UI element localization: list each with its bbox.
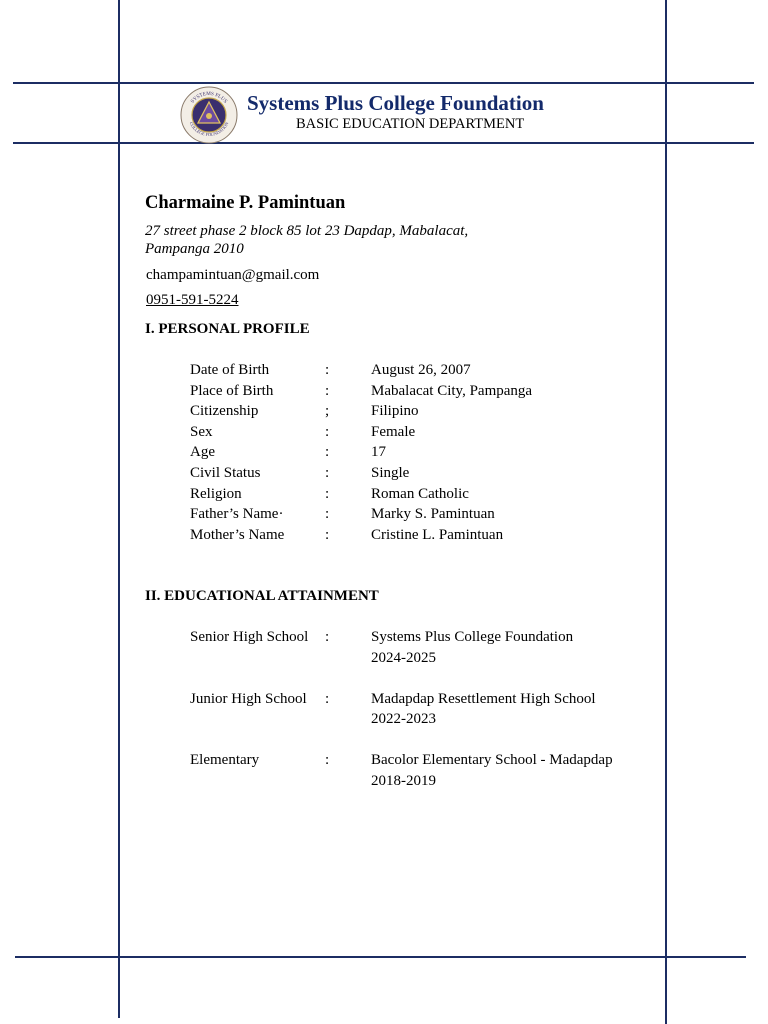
profile-value: Single (371, 464, 410, 481)
personal-profile-table (190, 360, 650, 545)
profile-row (190, 360, 650, 381)
profile-row (190, 401, 650, 422)
profile-value: 17 (371, 444, 386, 461)
profile-separator: ; (325, 403, 330, 420)
education-separator: : (325, 690, 330, 707)
education-years: 2022-2023 (371, 711, 436, 728)
profile-separator: : (325, 423, 330, 440)
profile-value: Cristine L. Pamintuan (371, 526, 504, 543)
right-border-line (665, 0, 667, 1024)
education-row (190, 627, 650, 689)
profile-value: Filipino (371, 403, 419, 420)
profile-row (190, 525, 650, 546)
profile-separator: : (325, 526, 330, 543)
education-school: Systems Plus College Foundation (371, 629, 574, 645)
profile-separator: : (325, 444, 330, 461)
department-name: BASIC EDUCATION DEPARTMENT (296, 116, 525, 132)
education-details (371, 750, 613, 791)
education-school: Madapdap Resettlement High School (371, 690, 596, 707)
profile-row (190, 484, 650, 505)
left-border-line (118, 0, 120, 1018)
profile-separator: : (325, 382, 330, 399)
profile-label: Date of Birth (190, 362, 270, 378)
profile-separator: : (325, 362, 330, 378)
education-separator: : (325, 752, 330, 768)
education-years: 2018-2019 (371, 772, 436, 789)
footer-line (15, 956, 746, 958)
education-level: Elementary (190, 752, 260, 768)
profile-label: Place of Birth (190, 382, 274, 399)
profile-label: Mother’s Name (190, 526, 285, 543)
profile-value: Mabalacat City, Pampanga (371, 382, 533, 399)
address: 27 street phase 2 block 85 lot 23 Dapdap, Mabalacat, Pampanga 2010 (145, 223, 469, 257)
profile-label: Religion (190, 485, 242, 502)
profile-value: Marky S. Pamintuan (371, 506, 495, 523)
profile-value: Roman Catholic (371, 485, 469, 502)
profile-label: Civil Status (190, 464, 261, 481)
education-details (371, 627, 573, 668)
letterhead (120, 85, 666, 143)
education-years: 2024-2025 (371, 649, 436, 666)
resume-body (145, 190, 645, 309)
applicant-name: Charmaine P. Pamintuan (145, 193, 346, 213)
header-top-line (13, 82, 754, 84)
profile-row (190, 422, 650, 443)
profile-value: August 26, 2007 (371, 362, 471, 378)
education-row (190, 689, 650, 751)
education-level: Junior High School (190, 690, 307, 707)
education-separator: : (325, 629, 330, 645)
education-row (190, 750, 650, 812)
profile-row (190, 463, 650, 484)
college-seal-logo (180, 86, 238, 144)
profile-value: Female (371, 423, 416, 440)
profile-label: Father’s Name· (190, 506, 284, 523)
profile-separator: : (325, 485, 330, 502)
profile-label: Citizenship (190, 403, 259, 420)
profile-label: Age (190, 444, 215, 461)
phone-number: 0951-591-5224 (146, 292, 239, 308)
education-title: II. EDUCATIONAL ATTAINMENT (145, 588, 379, 604)
profile-row (190, 381, 650, 402)
seal-text-bottom: COLLEGE FOUNDATION (188, 121, 230, 138)
education-level: Senior High School (190, 629, 309, 645)
profile-separator: : (325, 506, 330, 523)
seal-text-top: SYSTEMS PLUS (189, 90, 229, 105)
school-name: Systems Plus College Foundation (247, 91, 544, 115)
profile-row (190, 504, 650, 525)
profile-label: Sex (190, 423, 213, 440)
profile-separator: : (325, 464, 330, 481)
education-table (190, 627, 650, 812)
personal-profile-title: I. PERSONAL PROFILE (145, 321, 310, 337)
education-details (371, 689, 596, 730)
education-school: Bacolor Elementary School - Madapdap (371, 752, 613, 768)
profile-row (190, 442, 650, 463)
email: champamintuan@gmail.com (146, 267, 320, 283)
